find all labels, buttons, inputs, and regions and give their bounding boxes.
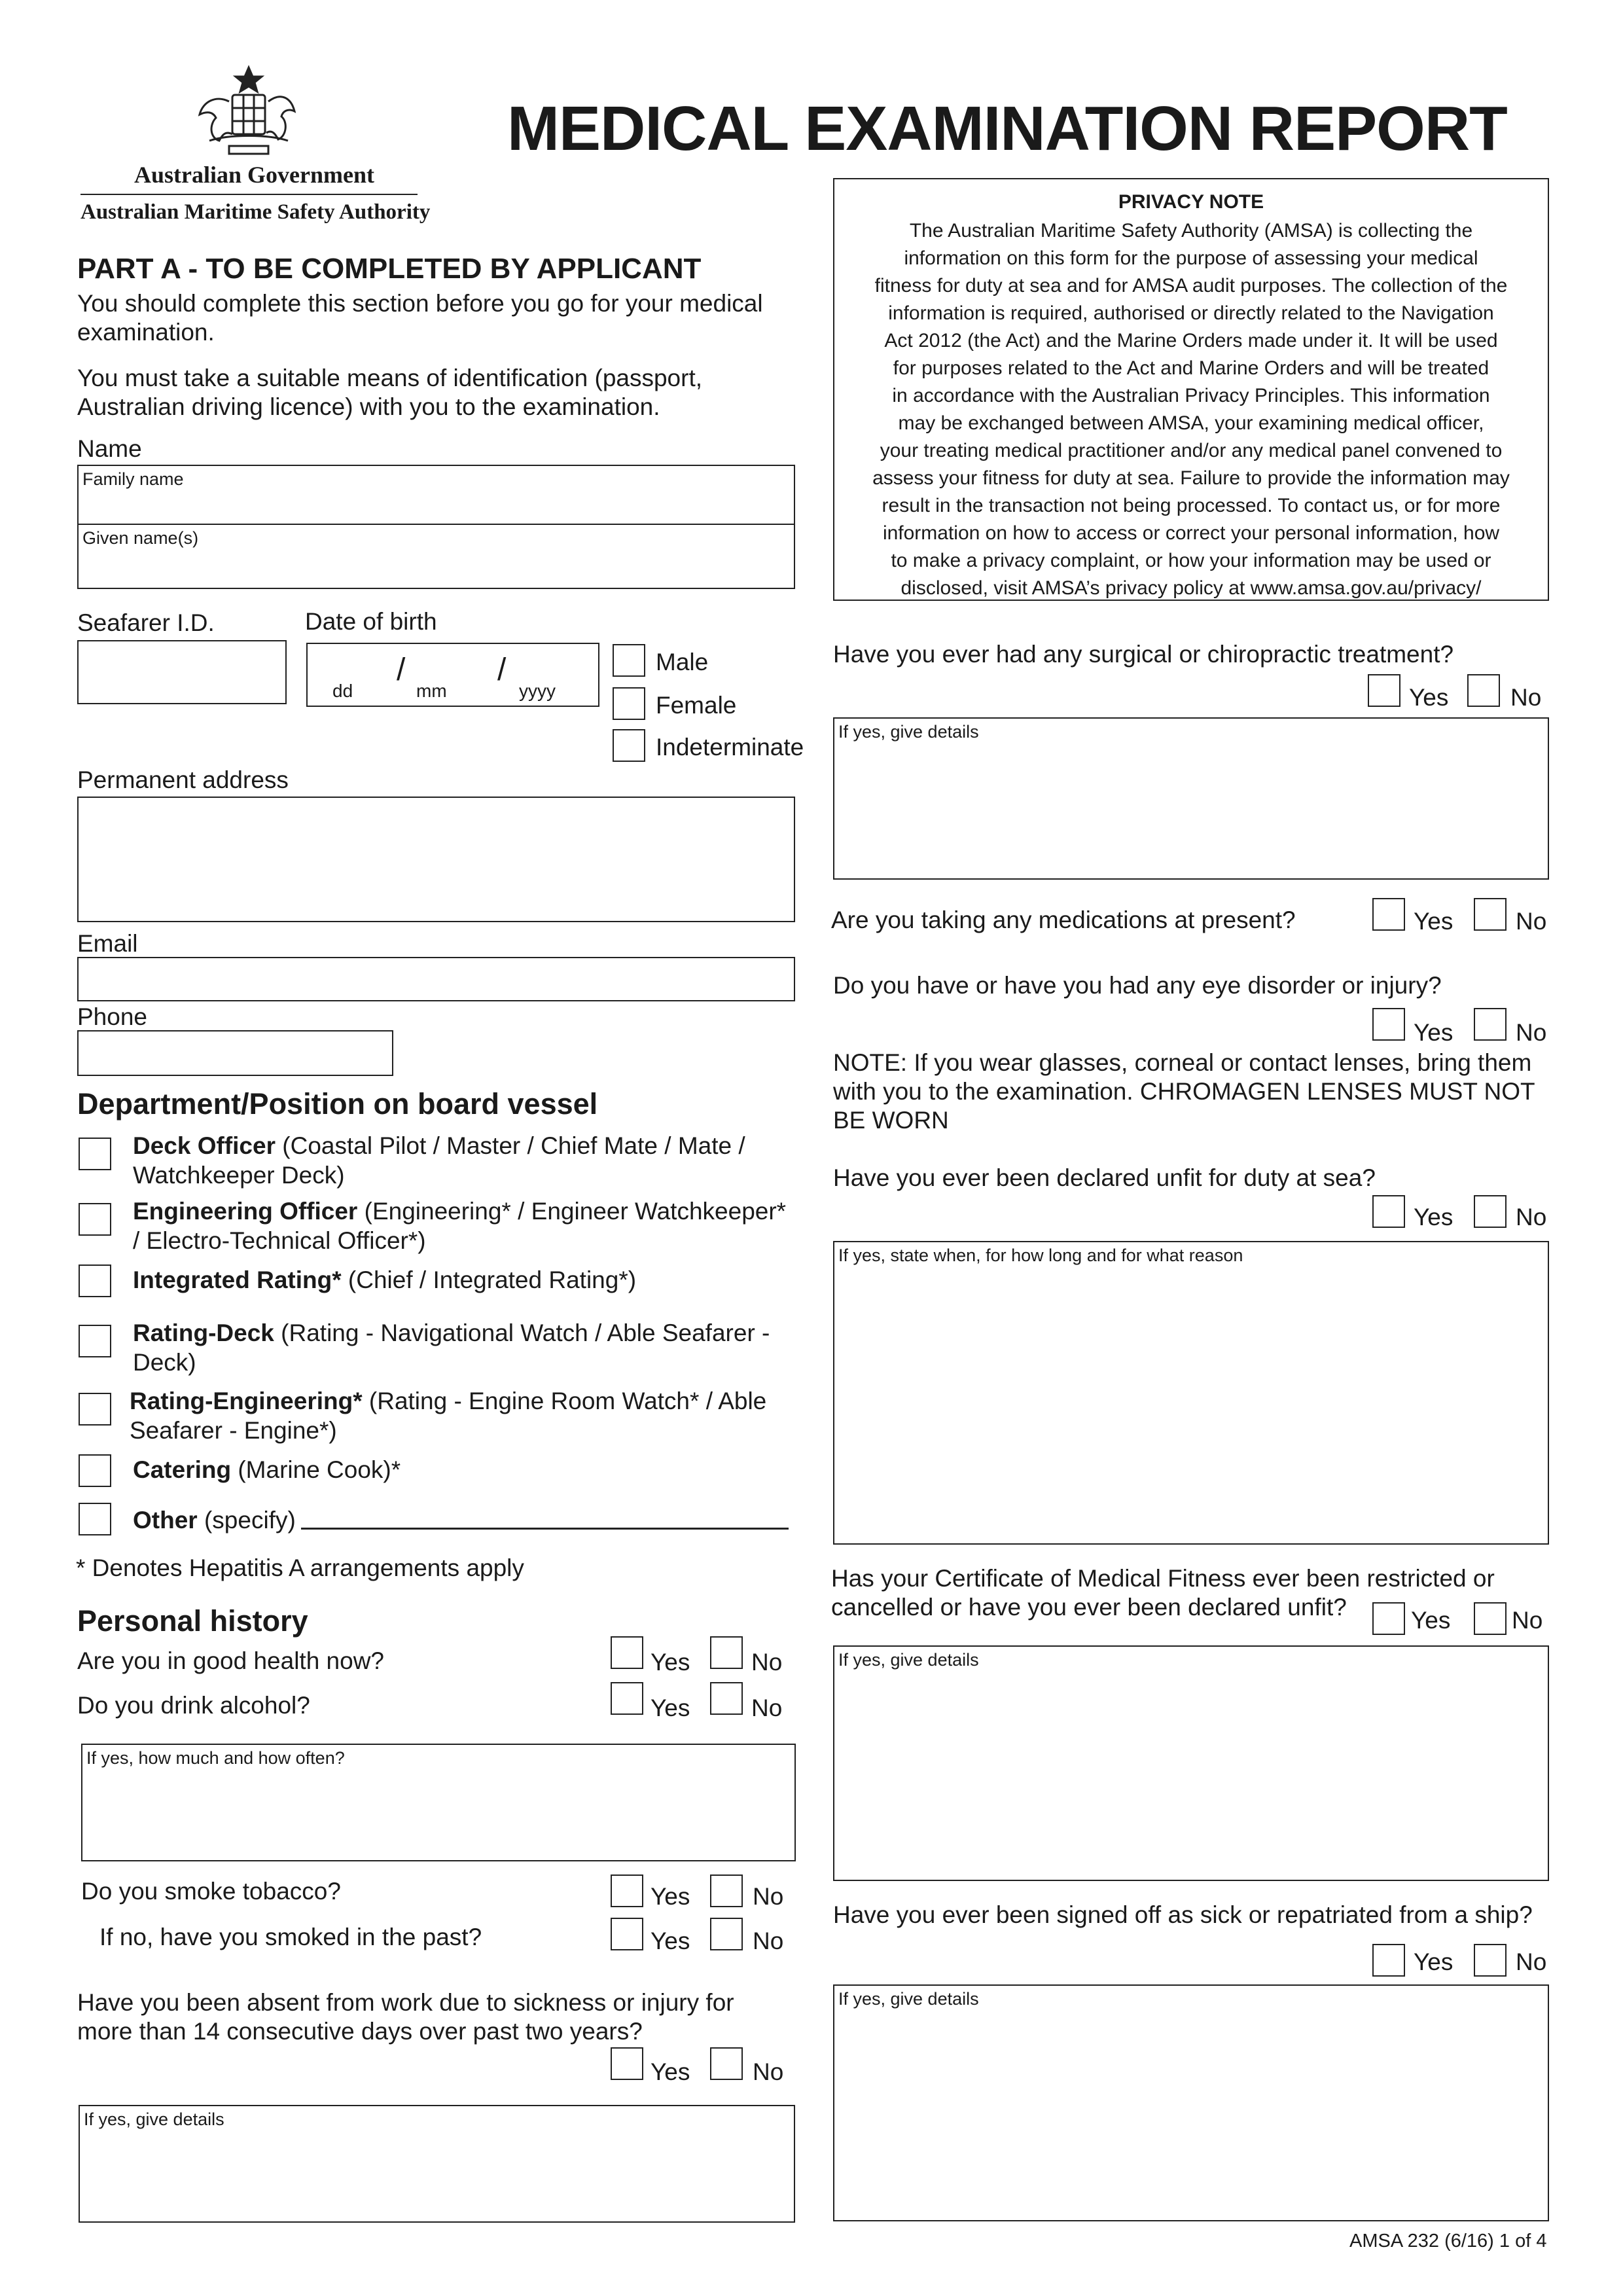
dept-line2: Seafarer - Engine*): [130, 1417, 337, 1444]
catering-label: [133, 1455, 787, 1484]
alcohol-details-label: If yes, how much and how often?: [86, 1748, 345, 1768]
department-title: Department/Position on board vessel: [77, 1087, 598, 1121]
email-field[interactable]: [77, 957, 795, 1001]
intro-text: Australian driving licence) with you to the examination.: [77, 393, 660, 420]
given-names-label: Given name(s): [82, 528, 199, 548]
engineering-officer-label: [133, 1196, 787, 1255]
privacy-line: fitness for duty at sea and for AMSA audit purposes. The collection of the: [874, 275, 1508, 296]
no-label: No: [751, 1649, 783, 1676]
privacy-line: Act 2012 (the Act) and the Marine Orders made under it. It will be used: [884, 330, 1498, 351]
smoke-no-checkbox[interactable]: [710, 1874, 743, 1907]
intro-text: You must take a suitable means of identification (passport,: [77, 365, 703, 391]
yes-label: Yes: [1414, 1204, 1454, 1230]
eye-question: Do you have or have you had any eye disorder or injury?: [833, 972, 1442, 999]
good-health-question: Are you in good health now?: [77, 1647, 385, 1674]
dept-bold: Engineering Officer: [133, 1198, 358, 1225]
deck-officer-checkbox[interactable]: [79, 1138, 111, 1170]
privacy-line: information is required, authorised or directly related to the Navigation: [888, 302, 1494, 324]
yes-label: Yes: [651, 1649, 690, 1676]
coat-of-arms-logo: [183, 62, 314, 160]
surgical-details-field[interactable]: [833, 717, 1549, 880]
yes-label: Yes: [1414, 1019, 1454, 1046]
no-label: No: [1516, 908, 1547, 935]
no-label: No: [1512, 1607, 1543, 1634]
absent-details-field[interactable]: [79, 2105, 795, 2223]
yes-label: Yes: [651, 1883, 690, 1910]
no-label: No: [753, 2058, 784, 2085]
no-label: No: [1516, 1948, 1547, 1975]
rating-deck-checkbox[interactable]: [79, 1325, 111, 1357]
dept-rest: (Engineering* / Engineer Watchkeeper*: [357, 1198, 787, 1225]
male-label: Male: [656, 649, 709, 675]
family-name-field[interactable]: [77, 465, 795, 525]
male-checkbox[interactable]: [613, 644, 645, 677]
dept-bold: Integrated Rating*: [133, 1266, 342, 1293]
lens-note-line: NOTE: If you wear glasses, corneal or contact lenses, bring them: [833, 1049, 1532, 1076]
intro-text: examination.: [77, 319, 215, 346]
alcohol-no-checkbox[interactable]: [710, 1682, 743, 1715]
form-footer: AMSA 232 (6/16) 1 of 4: [1349, 2231, 1547, 2251]
dept-bold: Rating-Deck: [133, 1319, 274, 1346]
indeterminate-checkbox[interactable]: [613, 729, 645, 762]
certificate-details-label: If yes, give details: [838, 1650, 979, 1670]
other-specify-line[interactable]: [301, 1528, 789, 1530]
dob-label: Date of birth: [305, 608, 437, 635]
family-name-label: Family name: [82, 469, 184, 489]
rating-engineering-label: [130, 1386, 784, 1445]
deck-officer-label: [133, 1131, 787, 1190]
unfit-question: Have you ever been declared unfit for duty at sea?: [833, 1164, 1376, 1191]
privacy-line: information on how to access or correct your personal information, how: [882, 522, 1500, 544]
yes-label: Yes: [1414, 1948, 1454, 1975]
privacy-line: The Australian Maritime Safety Authority (AMSA) is collecting the: [909, 220, 1473, 242]
dept-rest: (specify): [197, 1507, 296, 1534]
agency-name: Australian Maritime Safety Authority: [80, 200, 431, 224]
eye-yes-checkbox[interactable]: [1372, 1008, 1405, 1041]
alcohol-yes-checkbox[interactable]: [611, 1682, 643, 1715]
dept-rest: (Rating - Engine Room Watch* / Able: [362, 1388, 767, 1414]
dob-yyyy-label: yyyy: [519, 681, 556, 701]
certificate-question: Has your Certificate of Medical Fitness ever been restricted or: [831, 1565, 1495, 1592]
hepatitis-footnote: * Denotes Hepatitis A arrangements apply: [76, 1554, 524, 1581]
surgical-yes-checkbox[interactable]: [1368, 674, 1400, 707]
no-label: No: [1516, 1204, 1547, 1230]
yes-label: Yes: [1411, 1607, 1451, 1634]
unfit-yes-checkbox[interactable]: [1372, 1195, 1405, 1228]
integrated-rating-label: [133, 1265, 787, 1295]
absent-no-checkbox[interactable]: [710, 2047, 743, 2080]
certificate-details-field[interactable]: [833, 1645, 1549, 1881]
smoked-past-question: If no, have you smoked in the past?: [99, 1924, 482, 1950]
seafarer-id-field[interactable]: [77, 640, 287, 704]
signed-off-yes-checkbox[interactable]: [1372, 1944, 1405, 1977]
yes-label: Yes: [651, 2058, 690, 2085]
absent-details-label: If yes, give details: [84, 2109, 224, 2129]
seafarer-id-label: Seafarer I.D.: [77, 609, 215, 636]
privacy-line: your treating medical practitioner and/or any medical panel convened to: [880, 440, 1503, 461]
phone-label: Phone: [77, 1003, 147, 1030]
alcohol-question: Do you drink alcohol?: [77, 1692, 310, 1719]
female-checkbox[interactable]: [613, 687, 645, 720]
lens-note-line: with you to the examination. CHROMAGEN LENSES MUST NOT: [833, 1078, 1535, 1105]
yes-label: Yes: [651, 1695, 690, 1721]
privacy-line: disclosed, visit AMSA’s privacy policy at www.amsa.gov.au/privacy/: [901, 577, 1482, 599]
good-health-no-checkbox[interactable]: [710, 1636, 743, 1669]
rating-deck-label: [133, 1318, 787, 1377]
surgical-question: Have you ever had any surgical or chiropractic treatment?: [833, 641, 1454, 668]
smoke-yes-checkbox[interactable]: [611, 1874, 643, 1907]
signed-off-no-checkbox[interactable]: [1474, 1944, 1507, 1977]
smoke-question: Do you smoke tobacco?: [81, 1878, 341, 1905]
dept-line2: Deck): [133, 1349, 196, 1376]
indeterminate-label: Indeterminate: [656, 734, 804, 761]
absent-question-line2: more than 14 consecutive days over past two years?: [77, 2018, 643, 2045]
address-field[interactable]: [77, 797, 795, 922]
female-label: Female: [656, 692, 737, 719]
dob-slash: /: [397, 653, 406, 687]
dob-dd-label: dd: [332, 681, 353, 701]
privacy-line: to make a privacy complaint, or how your information may be used or: [891, 550, 1491, 571]
dept-bold: Deck Officer: [133, 1132, 276, 1159]
privacy-note-title: PRIVACY NOTE: [1118, 191, 1264, 213]
privacy-line: may be exchanged between AMSA, your examining medical officer,: [898, 412, 1484, 434]
smoked-past-yes-checkbox[interactable]: [611, 1918, 643, 1950]
rating-engineering-checkbox[interactable]: [79, 1393, 111, 1426]
medications-question: Are you taking any medications at present?: [831, 906, 1296, 933]
other-label: [133, 1505, 787, 1535]
part-a-title: PART A - TO BE COMPLETED BY APPLICANT: [77, 253, 702, 285]
medications-no-checkbox[interactable]: [1474, 898, 1507, 931]
signed-off-details-label: If yes, give details: [838, 1989, 979, 2009]
certificate-no-checkbox[interactable]: [1474, 1602, 1507, 1635]
no-label: No: [753, 1883, 784, 1910]
absent-yes-checkbox[interactable]: [611, 2047, 643, 2080]
absent-question: Have you been absent from work due to sickness or injury for: [77, 1989, 734, 2016]
dept-bold: Catering: [133, 1456, 232, 1483]
dob-slash: /: [497, 653, 507, 687]
dept-rest: (Marine Cook)*: [231, 1456, 401, 1483]
privacy-line: in accordance with the Australian Privacy Principles. This information: [892, 385, 1490, 406]
intro-text: You should complete this section before you go for your medical: [77, 290, 763, 317]
signed-off-question: Have you ever been signed off as sick or repatriated from a ship?: [833, 1901, 1533, 1928]
privacy-line: for purposes related to the Act and Marine Orders and will be treated: [893, 357, 1489, 379]
lens-note: [833, 1049, 1535, 1135]
surgical-details-label: If yes, give details: [838, 722, 979, 742]
surgical-no-checkbox[interactable]: [1467, 674, 1500, 707]
privacy-note-text: [836, 217, 1546, 602]
privacy-line: information on this form for the purpose of assessing your medical: [904, 247, 1478, 269]
dept-rest: (Coastal Pilot / Master / Chief Mate / Mate /: [276, 1132, 745, 1159]
smoked-past-no-checkbox[interactable]: [710, 1918, 743, 1950]
dept-bold: Other: [133, 1507, 198, 1534]
good-health-yes-checkbox[interactable]: [611, 1636, 643, 1669]
address-label: Permanent address: [77, 766, 289, 793]
certificate-yes-checkbox[interactable]: [1372, 1602, 1405, 1635]
signed-off-details-field[interactable]: [833, 1984, 1549, 2221]
email-label: Email: [77, 930, 138, 957]
yes-label: Yes: [1414, 908, 1454, 935]
medications-yes-checkbox[interactable]: [1372, 898, 1405, 931]
catering-checkbox[interactable]: [79, 1454, 111, 1487]
yes-label: Yes: [1409, 684, 1449, 711]
gov-name: Australian Government: [134, 162, 374, 188]
integrated-rating-checkbox[interactable]: [79, 1265, 111, 1297]
no-label: No: [1510, 684, 1542, 711]
unfit-details-label: If yes, state when, for how long and for what reason: [838, 1246, 1243, 1265]
certificate-question-line2: cancelled or have you ever been declared unfit?: [831, 1594, 1347, 1621]
dept-bold: Rating-Engineering*: [130, 1388, 363, 1414]
no-label: No: [753, 1928, 784, 1954]
name-label: Name: [77, 435, 142, 462]
dept-line2: Watchkeeper Deck): [133, 1162, 345, 1189]
phone-field[interactable]: [77, 1030, 393, 1076]
header-divider: [80, 194, 418, 195]
yes-label: Yes: [651, 1928, 690, 1954]
unfit-details-field[interactable]: [833, 1241, 1549, 1545]
unfit-no-checkbox[interactable]: [1474, 1195, 1507, 1228]
alcohol-details-field[interactable]: [81, 1744, 796, 1861]
lens-note-line: BE WORN: [833, 1107, 949, 1134]
dept-rest: (Chief / Integrated Rating*): [341, 1266, 637, 1293]
eye-no-checkbox[interactable]: [1474, 1008, 1507, 1041]
dept-line2: / Electro-Technical Officer*): [133, 1227, 426, 1254]
other-checkbox[interactable]: [79, 1503, 111, 1535]
personal-history-title: Personal history: [77, 1604, 308, 1638]
no-label: No: [751, 1695, 783, 1721]
dept-rest: (Rating - Navigational Watch / Able Seafarer -: [274, 1319, 770, 1346]
privacy-line: result in the transaction not being processed. To contact us, or for more: [882, 495, 1501, 516]
no-label: No: [1516, 1019, 1547, 1046]
dob-mm-label: mm: [416, 681, 447, 701]
page-title: MEDICAL EXAMINATION REPORT: [507, 94, 1507, 164]
engineering-officer-checkbox[interactable]: [79, 1203, 111, 1236]
given-names-field[interactable]: [77, 524, 795, 589]
privacy-line: assess your fitness for duty at sea. Failure to provide the information may: [872, 467, 1510, 489]
